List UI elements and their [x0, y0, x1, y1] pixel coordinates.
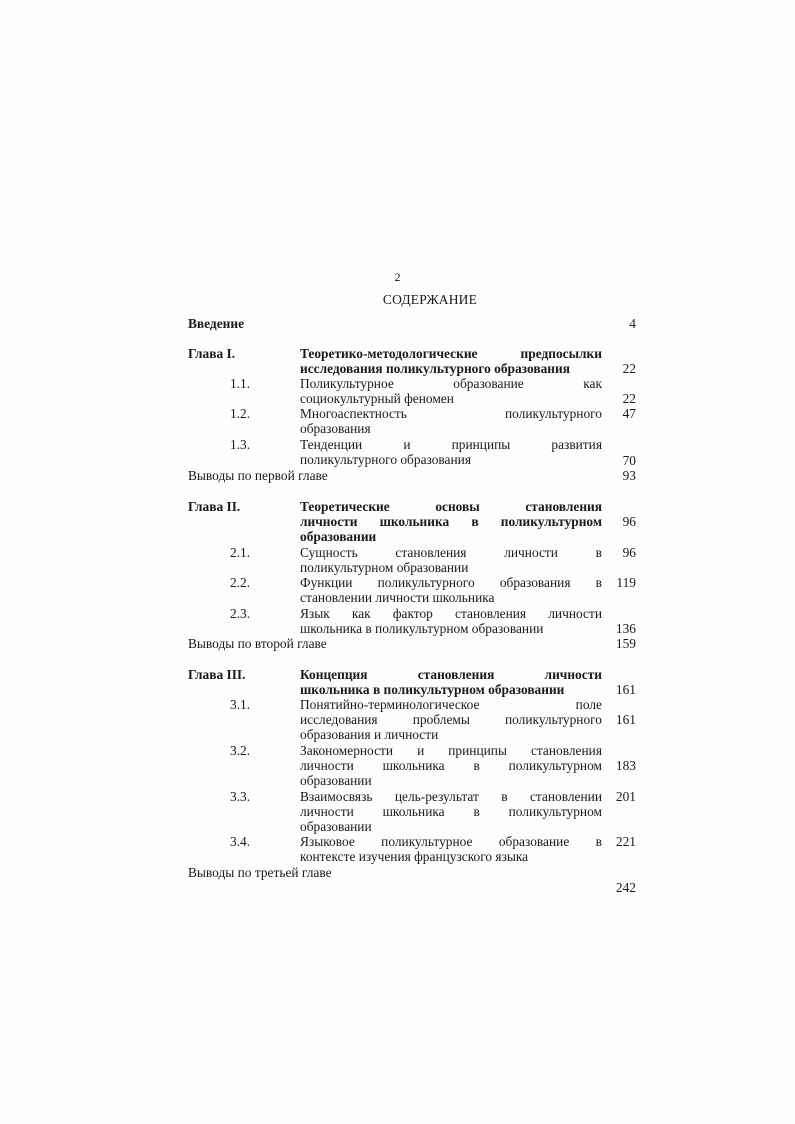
toc-chapter-3-conclusion-label: Выводы по третьей главе — [188, 865, 332, 880]
toc-chapter-3-conclusion-page: 242 — [615, 880, 636, 895]
toc-chapter-2-title-line1: Теоретические основы становления — [300, 499, 602, 514]
toc-section-1-2-line1: Многоаспектность поликультурного — [300, 406, 602, 421]
toc-chapter-1-page: 22 — [622, 361, 636, 376]
toc-chapter-3-label: Глава III. — [188, 667, 246, 682]
page-number: 2 — [394, 270, 401, 284]
toc-section-3-2-page: 183 — [615, 758, 636, 773]
toc-section-1-1-number: 1.1. — [230, 376, 251, 391]
toc-section-2-1-line1: Сущность становления личности в — [300, 545, 602, 560]
toc-chapter-2-conclusion-label: Выводы по второй главе — [188, 636, 327, 651]
toc-chapter-1-conclusion-page: 93 — [622, 468, 636, 483]
toc-chapter-3-title-line2: школьника в поликультурном образовании — [300, 682, 565, 697]
toc-section-1-3-page: 70 — [622, 453, 636, 468]
toc-section-3-1-line1: Понятийно-терминологическое поле — [300, 697, 602, 712]
toc-chapter-2-conclusion-page: 159 — [615, 636, 636, 651]
toc-section-1-3-line1: Тенденции и принципы развития — [300, 437, 602, 452]
toc-section-2-2-number: 2.2. — [230, 575, 251, 590]
toc-section-3-4-page: 221 — [615, 834, 636, 849]
toc-section-2-2-page: 119 — [616, 575, 636, 590]
toc-section-1-3-number: 1.3. — [230, 437, 251, 452]
toc-section-3-1-line2: исследования проблемы поликультурного — [300, 712, 602, 727]
toc-chapter-2-title-line2: личности школьника в поликультурном — [300, 514, 602, 529]
toc-section-3-3-number: 3.3. — [230, 789, 251, 804]
toc-section-1-2-page: 47 — [622, 406, 636, 421]
toc-chapter-2-title-line3: образовании — [300, 529, 377, 544]
toc-section-3-3-page: 201 — [615, 789, 636, 804]
toc-section-2-2-line2: становлении личности школьника — [300, 590, 495, 605]
toc-section-1-1-page: 22 — [622, 391, 636, 406]
toc-section-1-1-line2: социокультурный феномен — [300, 391, 454, 406]
toc-intro-label: Введение — [188, 316, 245, 331]
toc-chapter-3-title-line1: Концепция становления личности — [300, 667, 602, 682]
toc-chapter-1-label: Глава I. — [188, 346, 236, 361]
toc-chapter-1-title-line1: Теоретико-методологические предпосылки — [300, 346, 602, 361]
toc-section-3-3-line3: образовании — [300, 819, 372, 834]
toc-intro-page: 4 — [629, 316, 636, 331]
toc-section-1-1-line1: Поликультурное образование как — [300, 376, 602, 391]
toc-section-3-4-line2: контексте изучения французского языка — [300, 849, 529, 864]
toc-section-3-2-number: 3.2. — [230, 743, 251, 758]
toc-chapter-2-page: 96 — [622, 514, 636, 529]
toc-section-2-3-line1: Язык как фактор становления личности — [300, 606, 602, 621]
toc-section-1-2-line2: образования — [300, 421, 371, 436]
toc-chapter-2-label: Глава II. — [188, 499, 241, 514]
toc-chapter-3-page: 161 — [615, 682, 636, 697]
toc-section-3-1-line3: образования и личности — [300, 727, 439, 742]
toc-section-3-1-page: 161 — [615, 712, 636, 727]
toc-section-1-3-line2: поликультурного образования — [300, 452, 471, 467]
toc-section-3-2-line3: образовании — [300, 773, 372, 788]
toc-section-2-3-number: 2.3. — [230, 606, 251, 621]
toc-section-2-1-number: 2.1. — [230, 545, 251, 560]
toc-section-3-4-number: 3.4. — [230, 834, 251, 849]
toc-chapter-1-conclusion-label: Выводы по первой главе — [188, 468, 328, 483]
toc-section-3-3-line2: личности школьника в поликультурном — [300, 804, 602, 819]
toc-section-3-2-line2: личности школьника в поликультурном — [300, 758, 602, 773]
toc-section-1-2-number: 1.2. — [230, 406, 251, 421]
toc-section-3-3-line1: Взаимосвязь цель-результат в становлении — [300, 789, 602, 804]
page-title: СОДЕРЖАНИЕ — [382, 292, 478, 307]
toc-section-3-1-number: 3.1. — [230, 697, 251, 712]
toc-section-2-2-line1: Функции поликультурного образования в — [300, 575, 602, 590]
toc-section-2-1-page: 96 — [622, 545, 636, 560]
toc-section-2-3-line2: школьника в поликультурном образовании — [300, 621, 544, 636]
toc-chapter-1-title-line2: исследования поликультурного образования — [300, 361, 570, 376]
toc-section-3-4-line1: Языковое поликультурное образование в — [300, 834, 602, 849]
toc-section-3-2-line1: Закономерности и принципы становления — [300, 743, 602, 758]
toc-section-2-3-page: 136 — [615, 621, 636, 636]
toc-section-2-1-line2: поликультурном образовании — [300, 560, 469, 575]
